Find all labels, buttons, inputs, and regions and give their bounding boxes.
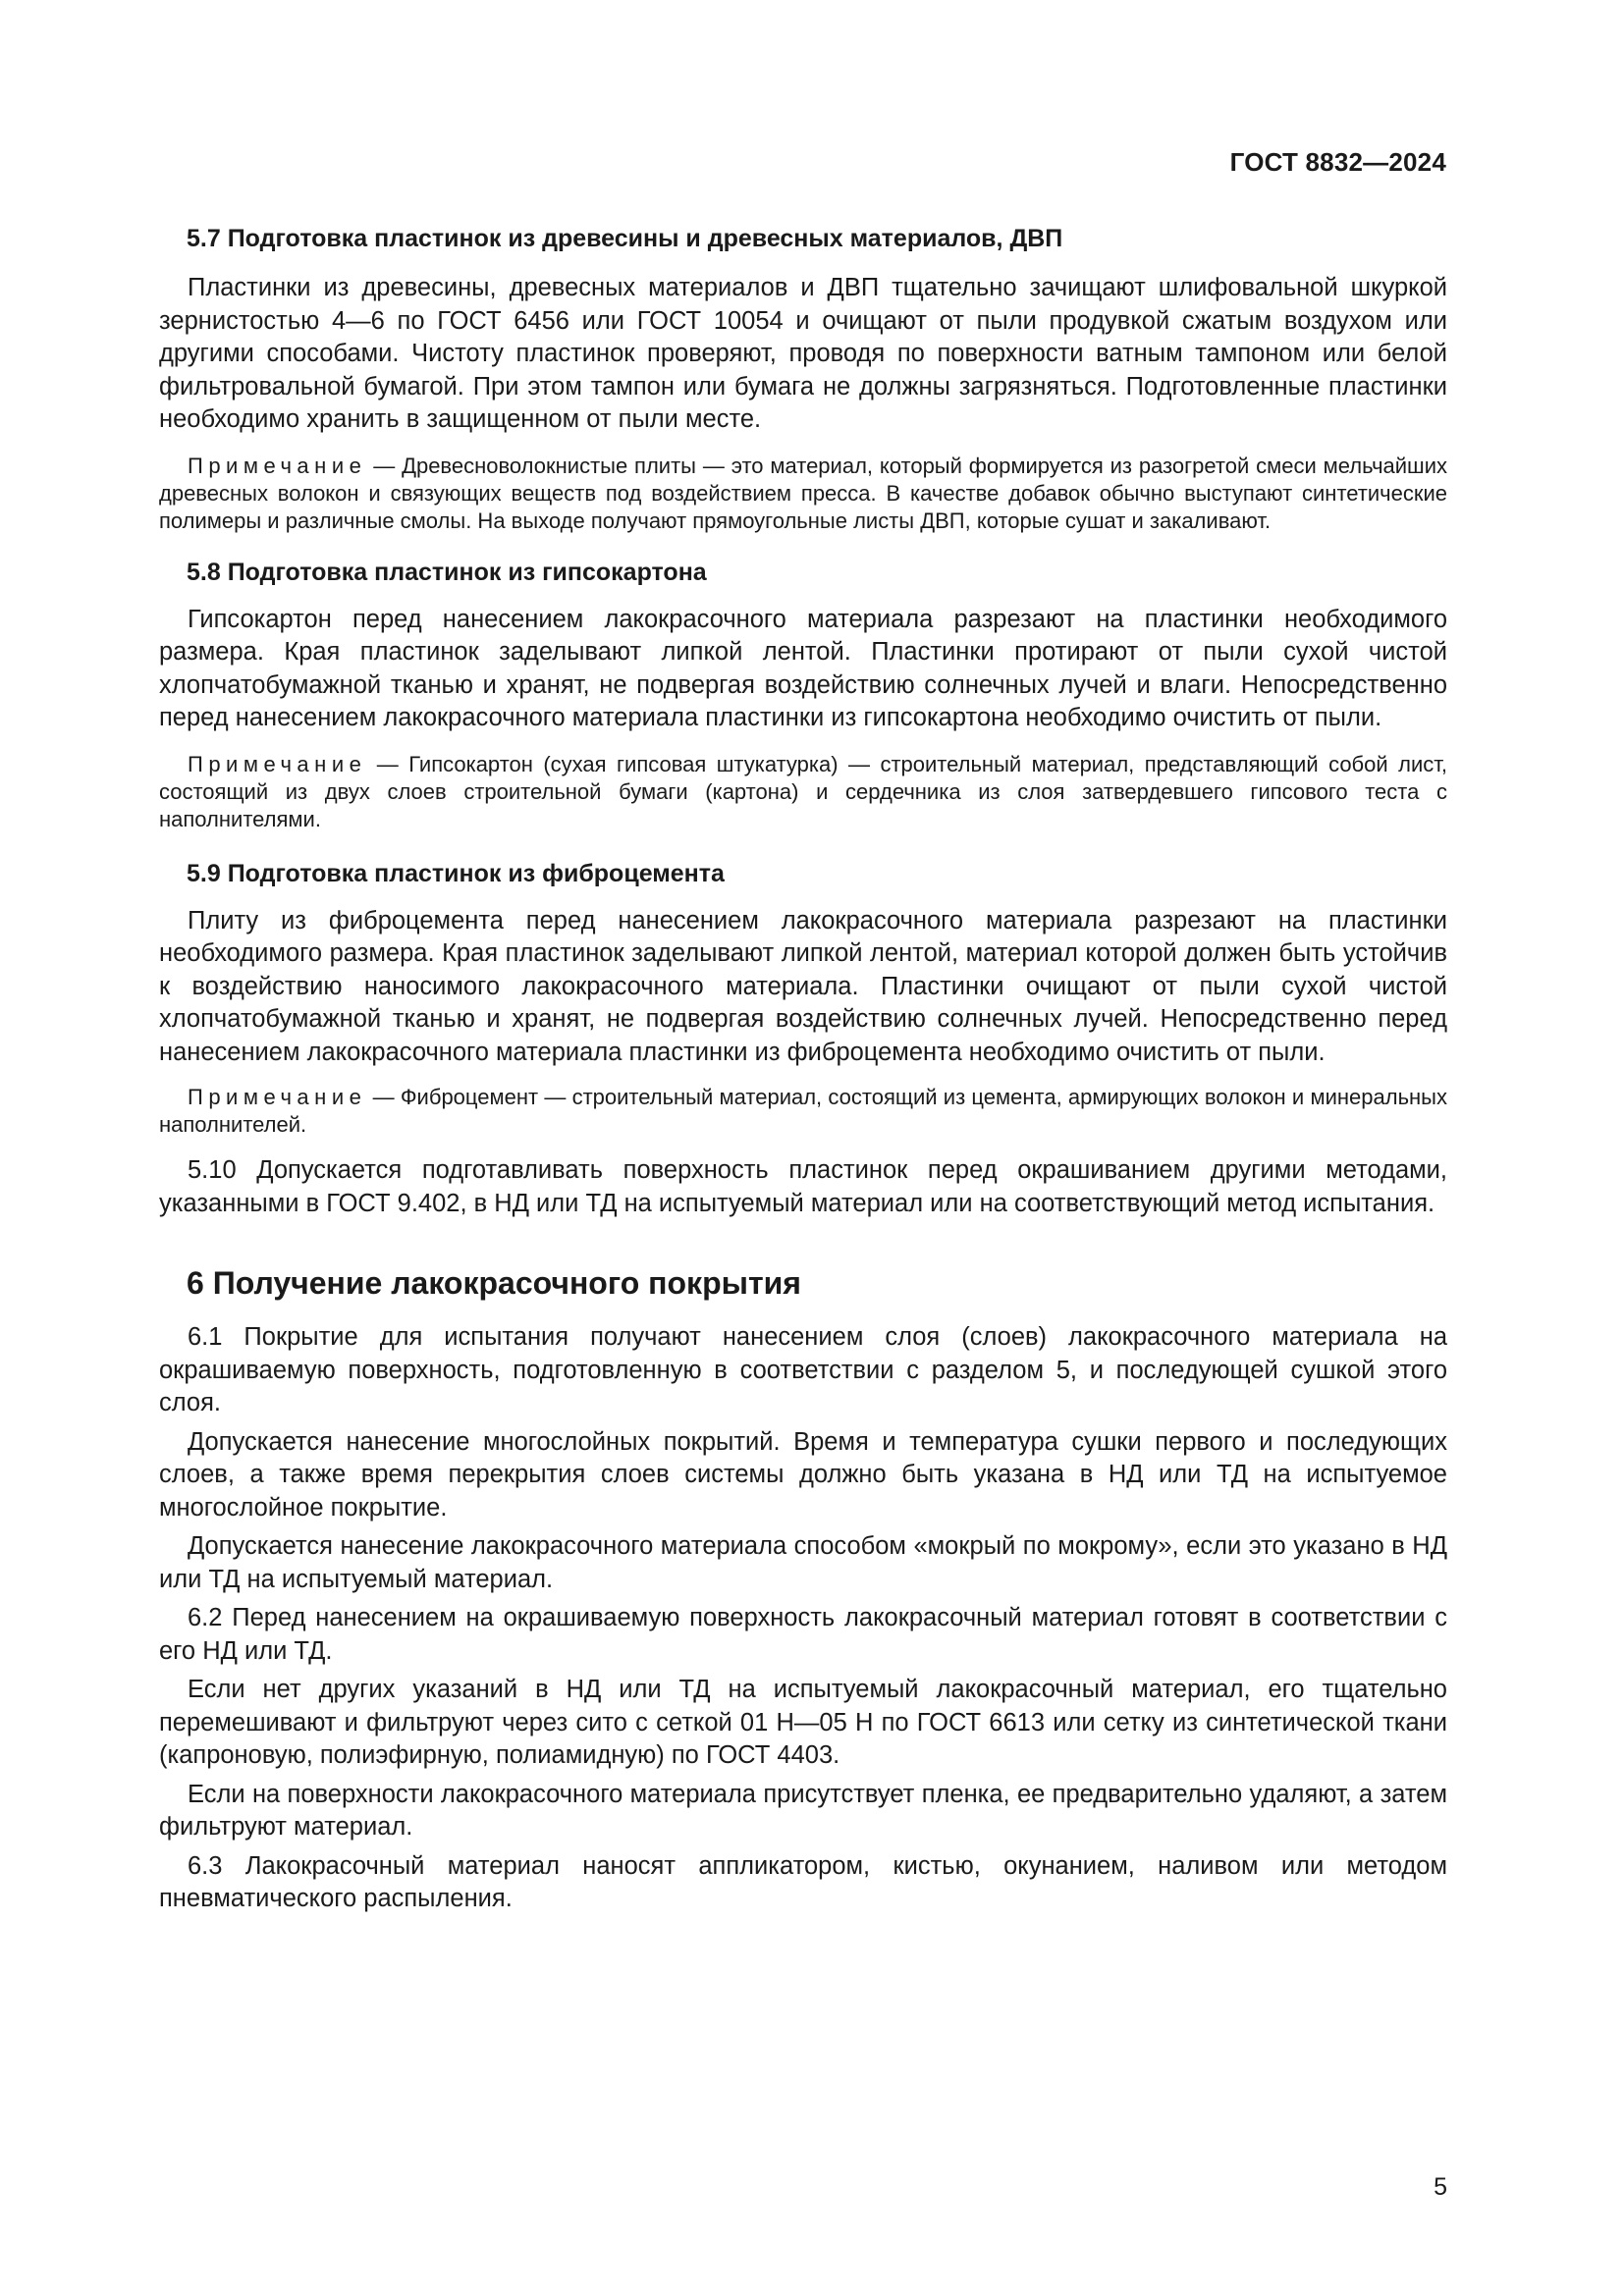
paragraph-6-1: 6.1 Покрытие для испытания получают нанесением слоя (слоев) лакокрасочного материала на окрашиваемую поверхность, подготовленную в соответствии с разделом 5, и последующей сушкой этого слоя. <box>159 1323 1447 1416</box>
page-number: 5 <box>1434 2173 1447 2201</box>
section-heading-5-9: 5.9 Подготовка пластинок из фиброцемента <box>187 859 725 887</box>
note-text: — Гипсокартон (сухая гипсовая штукатурка) — строительный материал, представляющий собой лист, состоящий из двух слоев строительной бумаги (картона) и сердечника из слоя затвердевшего гипсового теста с наполнителями. <box>159 751 1447 831</box>
document-body <box>159 222 1447 1916</box>
paragraph-6-2: 6.2 Перед нанесением на окрашиваемую поверхность лакокрасочный материал готовят в соответствии с его НД или ТД. <box>159 1604 1447 1665</box>
section-heading-5-8: 5.8 Подготовка пластинок из гипсокартона <box>187 558 707 586</box>
paragraph-5-10: 5.10 Допускается подготавливать поверхность пластинок перед окрашиванием другими методами, указанными в ГОСТ 9.402, в НД или ТД на испытуемый материал или на соответствующий метод испытания. <box>159 1156 1447 1217</box>
paragraph-6-2-c: Если на поверхности лакокрасочного материала присутствует пленка, ее предварительно удаляют, а затем фильтруют материал. <box>159 1780 1447 1841</box>
note-label: Примечание <box>188 751 367 776</box>
note-text: — Фиброцемент — строительный материал, состоящий из цемента, армирующих волокон и минеральных наполнителей. <box>159 1085 1447 1137</box>
paragraph-6-3: 6.3 Лакокрасочный материал наносят аппликатором, кистью, окунанием, наливом или методом пневматического распыления. <box>159 1851 1447 1912</box>
note-label: Примечание <box>188 453 367 478</box>
paragraph-6-1-c: Допускается нанесение лакокрасочного материала способом «мокрый по мокрому», если это указано в НД или ТД на испытуемый материал. <box>159 1532 1447 1593</box>
paragraph-6-1-b: Допускается нанесение многослойных покрытий. Время и температура сушки первого и последующих слоев, а также время перекрытия слоев системы должно быть указана в НД или ТД на испытуемое многослойное покрытие. <box>159 1427 1447 1522</box>
note-text: — Древесноволокнистые плиты — это материал, который формируется из разогретой смеси мельчайших древесных волокон и связующих веществ под воздействием пресса. В качестве добавок обычно выступают синтетические полимеры и различные смолы. На выходе получают прямоугольные листы ДВП, которые сушат и закаливают. <box>159 453 1447 533</box>
paragraph-5-9: Плиту из фиброцемента перед нанесением лакокрасочного материала разрезают на пластинки необходимого размера. Края пластинок заделывают липкой лентой, материал которой должен быть устойчив к воздействию наносимого лакокрасочного материала. Пластинки очищают от пыли сухой чистой хлопчатобумажной тканью и хранят, не подвергая воздействию солнечных лучей. Непосредственно перед нанесением лакокрасочного материала пластинки из фиброцемента необходимо очистить от пыли. <box>159 906 1447 1066</box>
note-5-9 <box>159 1084 1447 1139</box>
document-code: ГОСТ 8832—2024 <box>1229 147 1446 177</box>
section-heading-6: 6 Получение лакокрасочного покрытия <box>187 1265 801 1301</box>
note-5-8 <box>159 751 1447 833</box>
paragraph-5-7: Пластинки из древесины, древесных материалов и ДВП тщательно зачищают шлифовальной шкуркой зернистостью 4—6 по ГОСТ 6456 или ГОСТ 10054 и очищают от пыли продувкой сжатым воздухом или другими способами. Чистоту пластинок проверяют, проводя по поверхности ватным тампоном или белой фильтровальной бумагой. При этом тампон или бумага не должны загрязняться. Подготовленные пластинки необходимо хранить в защищенном от пыли месте. <box>159 274 1447 433</box>
section-heading-5-7: 5.7 Подготовка пластинок из древесины и древесных материалов, ДВП <box>187 225 1063 252</box>
paragraph-5-8: Гипсокартон перед нанесением лакокрасочного материала разрезают на пластинки необходимого размера. Края пластинок заделывают липкой лентой. Пластинки протирают от пыли сухой чистой хлопчатобумажной тканью и хранят, не подвергая воздействию солнечных лучей и влаги. Непосредственно перед нанесением лакокрасочного материала пластинки из гипсокартона необходимо очистить от пыли. <box>159 605 1447 731</box>
paragraph-6-2-b: Если нет других указаний в НД или ТД на испытуемый лакокрасочный материал, его тщательно перемешивают и фильтруют через сито с сеткой 01 Н—05 Н по ГОСТ 6613 или сетку из синтетической ткани (капроновую, полиэфирную, полиамидную) по ГОСТ 4403. <box>159 1676 1447 1769</box>
note-5-7 <box>159 453 1447 535</box>
note-label: Примечание <box>188 1085 367 1109</box>
